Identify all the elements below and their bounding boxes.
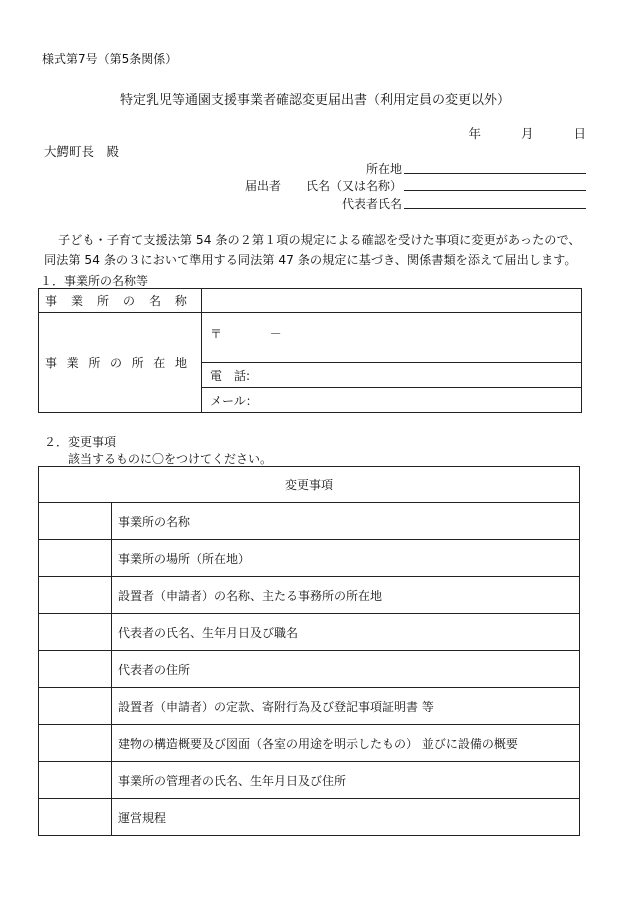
email-label: メール： xyxy=(210,393,258,408)
facility-table xyxy=(38,288,582,413)
changes-table xyxy=(38,466,580,836)
phone-label: 電 話: xyxy=(210,368,251,383)
section2-instruction: 該当するものに〇をつけてください。 xyxy=(68,452,273,466)
change-check-cell[interactable] xyxy=(39,799,112,836)
postal-dash: － xyxy=(269,327,282,341)
facility-email-field[interactable] xyxy=(202,388,582,413)
change-item: 設置者（申請者）の名称、主たる事務所の所在地 xyxy=(112,577,580,614)
change-item: 事業所の場所（所在地） xyxy=(112,540,580,577)
date-line xyxy=(469,124,586,142)
document-title: 特定乳児等通園支援事業者確認変更届出書（利用定員の変更以外） xyxy=(119,93,510,108)
change-item: 事業所の管理者の氏名、生年月日及び住所 xyxy=(112,762,580,799)
addressee: 大鰐町長 殿 xyxy=(44,144,120,159)
change-item: 代表者の住所 xyxy=(112,651,580,688)
notifier-rep-label: 代表者氏名 xyxy=(342,197,403,211)
date-month-label: 月 xyxy=(521,126,534,141)
change-item: 建物の構造概要及び図面（各室の用途を明示したもの） 並びに設備の概要 xyxy=(112,725,580,762)
notifier-label: 届出者 xyxy=(245,179,282,193)
facility-postal-field[interactable] xyxy=(202,313,582,363)
date-year-label: 年 xyxy=(468,126,482,141)
change-item: 設置者（申請者）の定款、寄附行為及び登記事項証明書 等 xyxy=(112,688,580,725)
change-check-cell[interactable] xyxy=(39,651,112,688)
change-check-cell[interactable] xyxy=(39,614,112,651)
postal-mark: 〒 xyxy=(210,327,223,341)
form-number: 様式第7号（第5条関係） xyxy=(42,52,178,66)
change-item: 代表者の氏名、生年月日及び職名 xyxy=(112,614,580,651)
change-item: 運営規程 xyxy=(112,799,580,836)
changes-table-header: 変更事項 xyxy=(39,467,580,503)
notifier-rep-field[interactable] xyxy=(404,194,586,209)
date-day-label: 日 xyxy=(573,126,586,141)
facility-name-field[interactable] xyxy=(202,289,582,313)
notifier-address-label: 所在地 xyxy=(366,162,403,176)
change-item: 事業所の名称 xyxy=(112,503,580,540)
notifier-address-field[interactable] xyxy=(404,159,586,174)
change-check-cell[interactable] xyxy=(39,540,112,577)
notifier-name-field[interactable] xyxy=(404,176,586,191)
change-check-cell[interactable] xyxy=(39,688,112,725)
change-check-cell[interactable] xyxy=(39,725,112,762)
section2-heading: ２．変更事項 xyxy=(44,435,117,449)
change-check-cell[interactable] xyxy=(39,577,112,614)
section1-heading: １．事業所の名称等 xyxy=(40,274,149,288)
facility-name-label: 事 業 所 の 名 称 xyxy=(39,289,202,313)
change-check-cell[interactable] xyxy=(39,762,112,799)
body-text: 子ども・子育て支援法第 54 条の２第１項の規定による確認を受けた事項に変更があったので、同法第 54 条の３において準用する同法第 47 条の規定に基づき、関係書類を添えて届出します。 xyxy=(44,233,581,267)
facility-location-label: 事 業 所 の 所 在 地 xyxy=(39,313,202,413)
notifier-name-label: 氏名（又は名称） xyxy=(306,179,403,193)
change-check-cell[interactable] xyxy=(39,503,112,540)
facility-phone-field[interactable] xyxy=(202,363,582,388)
